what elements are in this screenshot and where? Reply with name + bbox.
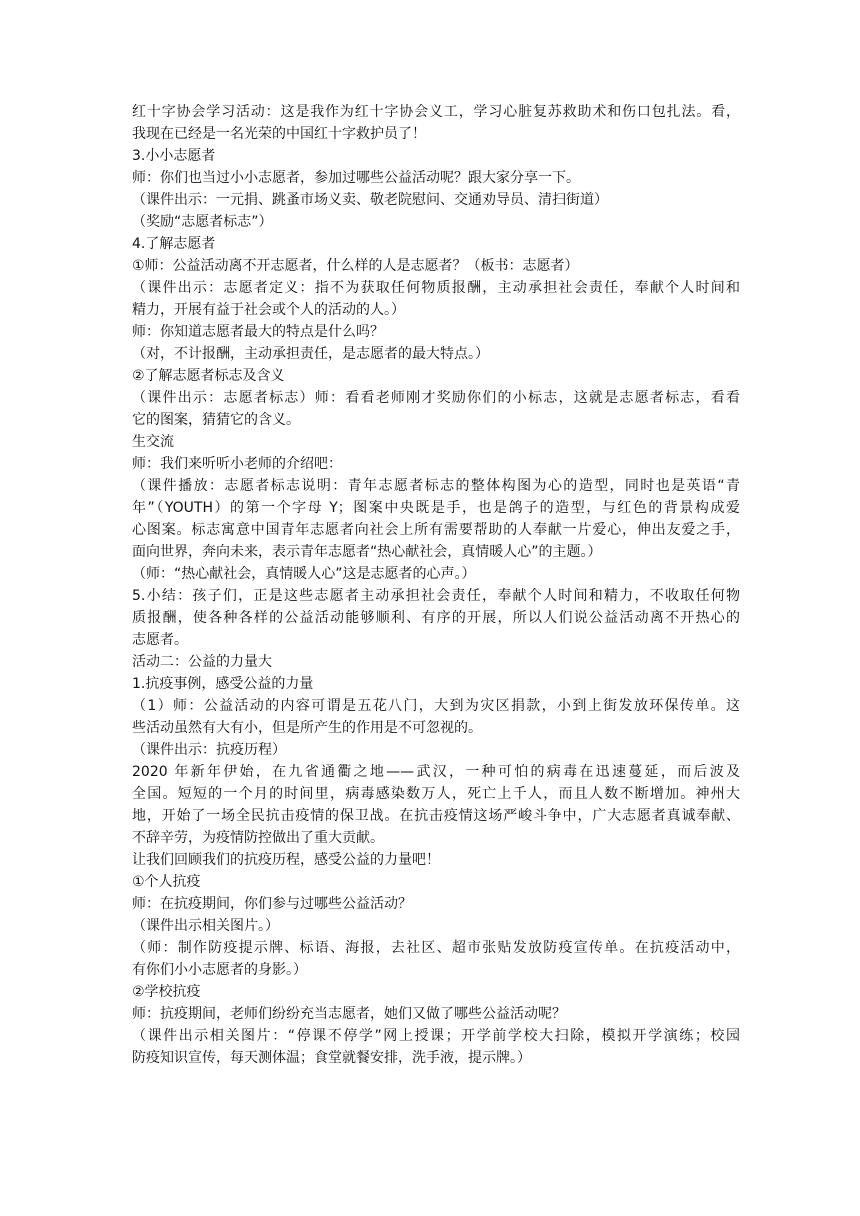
document-body [132,101,740,1069]
text-line: 生交流 [132,434,174,450]
activity-heading: 活动二：公益的力量大 [132,654,272,670]
section-heading: 3.小小志愿者 [132,148,216,164]
text-line: 有你们小小志愿者的身影。） [132,962,307,978]
text-line: （师：制作防疫提示牌、标语、海报，去社区、超市张贴发放防疫宣传单。在抗疫活动中， [132,940,740,956]
text-line: 些活动虽然有大有小，但是所产生的作用是不可忽视的。 [132,720,482,736]
subsection-heading: ②了解志愿者标志及含义 [132,368,285,384]
text-line: 地，开始了一场全民抗击疫情的保卫战。在抗击疫情这场严峻斗争中，广大志愿者真诚奉献、 [132,808,740,824]
text-line: 师：抗疫期间，老师们纷纷充当志愿者，她们又做了哪些公益活动呢？ [132,1006,566,1022]
text-line: 全国。短短的一个月的时间里，病毒感染数万人，死亡上千人，而且人数不断增加。神州大 [132,786,740,802]
text-line: （课件出示：一元捐、跳蚤市场义卖、敬老院慰问、交通劝导员、清扫街道） [132,192,608,208]
subsection-heading: ①个人抗疫 [132,874,201,890]
section-heading: 1.抗疫事例，感受公益的力量 [132,676,314,692]
text-line: ①师：公益活动离不开志愿者，什么样的人是志愿者？（板书：志愿者） [132,258,579,274]
text-line: （课件出示相关图片。） [132,918,279,934]
text-line: （1）师：公益活动的内容可谓是五花八门，大到为灾区捐款，小到上街发放环保传单。这 [132,698,740,714]
text-line: 面向世界，奔向未来，表示青年志愿者“热心献社会，真情暖人心”的主题。） [132,544,602,560]
subsection-heading: ②学校抗疫 [132,984,201,1000]
text-line: （对，不计报酬，主动承担责任，是志愿者的最大特点。） [132,346,489,362]
text-line: （课件出示：抗疫历程） [132,742,286,758]
text-line: 红十字协会学习活动：这是我作为红十字协会义工，学习心脏复苏救助术和伤口包扎法。看， [132,104,740,120]
text-line: 师：你知道志愿者最大的特点是什么吗？ [132,324,384,340]
text-line: 它的图案，猜猜它的含义。 [132,412,300,428]
text-line: 质报酬，使各种各样的公益活动能够顺利、有序的开展，所以人们说公益活动离不开热心的 [132,610,740,626]
text-line: 让我们回顾我们的抗疫历程，感受公益的力量吧！ [132,852,440,868]
section-heading: 5.小结：孩子们，正是这些志愿者主动承担社会责任，奉献个人时间和精力，不收取任何物 [132,588,740,604]
text-line: （课件出示：志愿者定义：指不为获取任何物质报酬，主动承担社会责任，奉献个人时间和 [132,280,740,296]
text-line: （课件出示：志愿者标志）师：看看老师刚才奖励你们的小标志，这就是志愿者标志，看看 [132,390,740,406]
text-line: 师：我们来听听小老师的介绍吧： [132,456,342,472]
text-line: 年”（YOUTH）的第一个字母 Y；图案中央既是手，也是鸽子的造型，与红色的背景构成爱 [132,500,740,516]
text-line: 师：在抗疫期间，你们参与过哪些公益活动？ [132,896,412,912]
text-line: 2020 年新年伊始，在九省通衢之地——武汉，一种可怕的病毒在迅速蔓延，而后波及 [132,764,740,780]
text-line: 志愿者。 [132,632,188,648]
text-line: 心图案。标志寓意中国青年志愿者向社会上所有需要帮助的人奉献一片爱心，伸出友爱之手， [132,522,740,538]
text-line: （奖励“志愿者标志”） [132,214,273,230]
section-heading: 4.了解志愿者 [132,236,216,252]
text-line: （课件出示相关图片：“停课不停学”网上授课；开学前学校大扫除，模拟开学演练；校园 [132,1028,740,1044]
text-line: 不辞辛劳，为疫情防控做出了重大贡献。 [132,830,384,846]
text-line: 师：你们也当过小小志愿者，参加过哪些公益活动呢？跟大家分享一下。 [132,170,580,186]
text-line: 防疫知识宣传，每天测体温；食堂就餐安排，洗手液，提示牌。） [132,1050,531,1066]
text-line: 我现在已经是一名光荣的中国红十字救护员了！ [132,126,426,142]
text-line: 精力，开展有益于社会或个人的活动的人。） [132,302,405,318]
text-line: （师：“热心献社会，真情暖人心”这是志愿者的心声。） [132,566,476,582]
text-line: （课件播放：志愿者标志说明：青年志愿者标志的整体构图为心的造型，同时也是英语“青 [132,478,740,494]
